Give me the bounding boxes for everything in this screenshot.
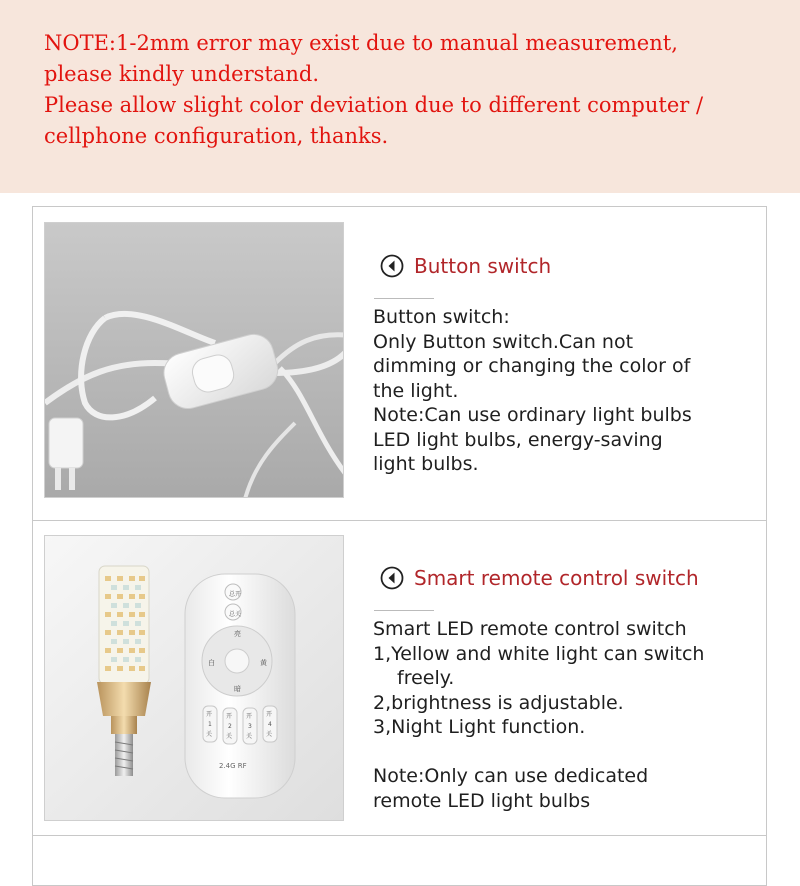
description-line: LED light bulbs, energy-saving [373,428,663,451]
description-line: 1,Yellow and white light can switch [373,642,705,665]
description-line: Note:Only can use dedicated [373,765,649,787]
description-line: light bulbs. [373,453,479,475]
arrow-left-circle-icon [380,254,404,278]
remote-key-label: 关 [226,733,233,740]
description-line: dimming or changing the color of [373,355,691,377]
title-underline [374,298,434,299]
remote-key-label: 开 [206,711,213,718]
remote-key-label: 亮 [234,630,241,638]
remote-key-label: 关 [266,731,273,738]
notice-line: cellphone configuration, thanks. [44,124,389,148]
remote-key-label: 关 [206,731,213,738]
remote-key-label: 总关 [229,611,242,618]
row-divider [32,520,767,521]
notice-line: NOTE:1-2mm error may exist due to manual measurement, [44,31,678,55]
notice-line: Please allow slight color deviation due to different computer / [44,93,704,117]
section-title-remote-switch [380,563,699,593]
notice-text [44,28,784,152]
remote-key-label: 开 [226,713,233,720]
notice-line: please kindly understand. [44,62,319,86]
description-line: Button switch: [373,306,510,328]
section-title-text: Smart remote control switch [414,566,699,590]
description-spacer [373,740,704,765]
notice-banner [0,0,800,193]
description-line: remote LED light bulbs [373,789,591,812]
remote-key-label: 3 [248,723,252,730]
description-line: the light. [373,379,459,402]
button-switch-description [373,305,692,477]
switch-cable-illustration [45,223,344,498]
remote-switch-photo [44,535,344,821]
remote-key-label: 白 [208,659,215,667]
row-divider [32,835,767,836]
remote-key-label: 总开 [229,591,242,598]
description-line: 2,brightness is adjustable. [373,691,624,714]
remote-key-label: 暗 [234,685,241,693]
description-line: Smart LED remote control switch [373,618,687,640]
section-title-button-switch [380,251,551,281]
remote-key-label: 4 [268,721,272,728]
description-line: freely. [397,667,455,689]
remote-model-label: 2.4G RF [219,762,247,770]
remote-key-label: 开 [246,713,253,720]
remote-key-label: 1 [208,721,212,728]
arrow-left-circle-icon [380,566,404,590]
remote-switch-description [373,617,704,813]
remote-key-label: 2 [228,723,232,730]
remote-key-label: 黄 [260,659,267,667]
remote-key-label: 开 [266,711,273,718]
section-title-text: Button switch [414,254,552,278]
title-underline [374,610,434,611]
description-line: 3,Night Light function. [373,716,586,738]
remote-key-label: 关 [246,733,253,740]
button-switch-photo [44,222,344,498]
bulb-and-remote-illustration [45,536,344,821]
description-line: Only Button switch.Can not [373,330,634,353]
description-line: Note:Can use ordinary light bulbs [373,404,692,426]
